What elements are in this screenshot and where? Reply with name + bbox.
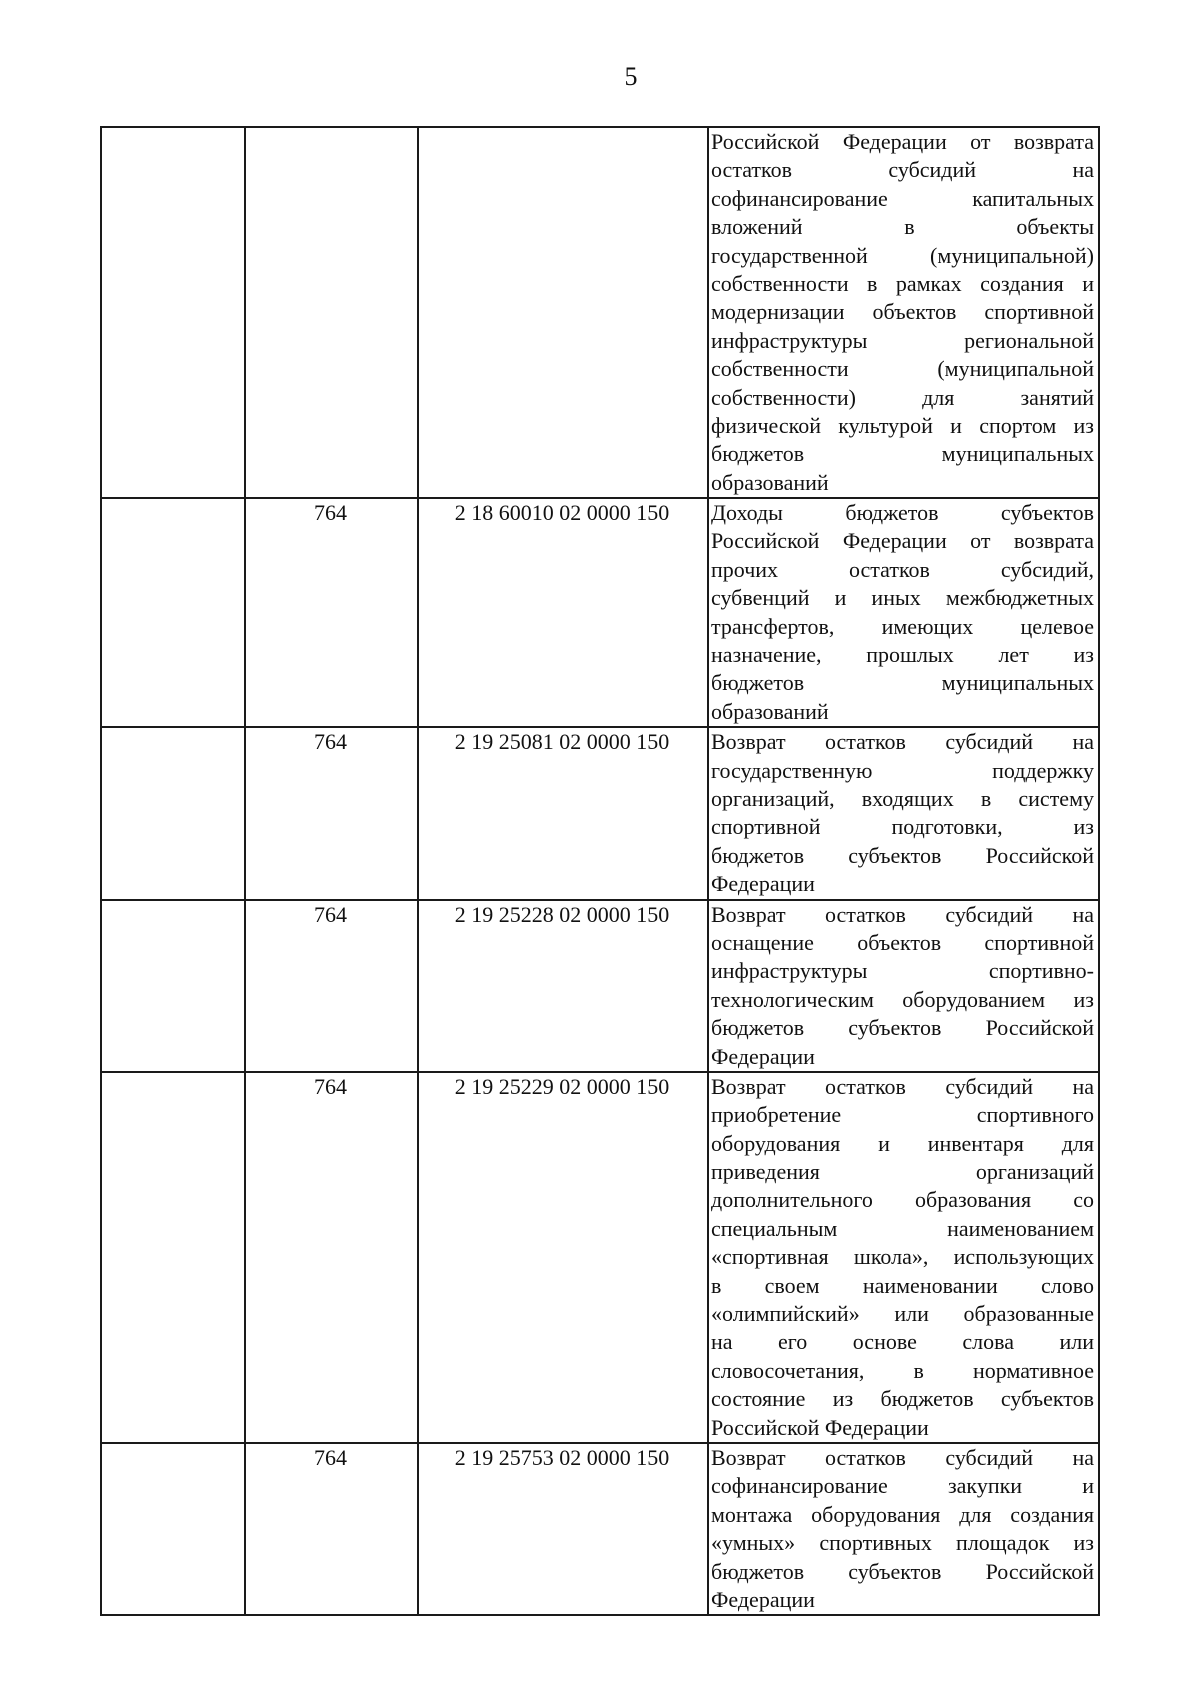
description-line: словосочетания, в нормативное <box>711 1357 1094 1383</box>
income-description-cell <box>708 1443 1099 1615</box>
budget-classification-code-cell: 2 19 25228 02 0000 150 <box>418 900 708 1072</box>
description-line: остатков субсидий на <box>711 157 1094 183</box>
administrator-code-cell: 764 <box>245 498 418 727</box>
description-line: Федерации <box>711 1043 815 1069</box>
budget-classification-code-cell: 2 19 25229 02 0000 150 <box>418 1072 708 1443</box>
description-line: собственности в рамках создания и <box>711 270 1094 296</box>
table-row <box>101 127 1099 498</box>
description-line: образований <box>711 469 829 495</box>
budget-codes-table <box>100 126 1100 1616</box>
empty-cell <box>101 498 245 727</box>
description-line: приведения организаций <box>711 1159 1094 1185</box>
empty-cell <box>101 727 245 899</box>
description-line: монтажа оборудования для создания <box>711 1501 1094 1527</box>
description-line: бюджетов муниципальных <box>711 670 1094 696</box>
description-line: в своем наименовании слово <box>711 1272 1094 1298</box>
administrator-code-cell: 764 <box>245 1072 418 1443</box>
description-line: «спортивная школа», использующих <box>711 1244 1094 1270</box>
description-line: оборудования и инвентаря для <box>711 1130 1094 1156</box>
income-description-cell <box>708 727 1099 899</box>
description-line: модернизации объектов спортивной <box>711 299 1094 325</box>
description-line: назначение, прошлых лет из <box>711 642 1094 668</box>
description-line: Доходы бюджетов субъектов <box>711 500 1094 526</box>
table-row <box>101 1443 1099 1615</box>
administrator-code-cell: 764 <box>245 900 418 1072</box>
description-line: технологическим оборудованием из <box>711 986 1094 1012</box>
description-line: специальным наименованием <box>711 1215 1094 1241</box>
description-line: спортивной подготовки, из <box>711 814 1094 840</box>
budget-classification-code-cell: 2 18 60010 02 0000 150 <box>418 498 708 727</box>
page-number: 5 <box>624 62 638 91</box>
description-line: субвенций и иных межбюджетных <box>711 585 1094 611</box>
description-line: софинансирование капитальных <box>711 185 1094 211</box>
description-line: Возврат остатков субсидий на <box>711 729 1094 755</box>
income-description-cell <box>708 498 1099 727</box>
income-description-cell <box>708 1072 1099 1443</box>
description-line: Российской Федерации от возврата <box>711 528 1094 554</box>
table-row <box>101 900 1099 1072</box>
description-line: государственной (муниципальной) <box>711 242 1094 268</box>
administrator-code-cell <box>245 127 418 498</box>
description-line: дополнительного образования со <box>711 1187 1094 1213</box>
description-line: бюджетов субъектов Российской <box>711 842 1094 868</box>
description-line: бюджетов муниципальных <box>711 441 1094 467</box>
description-line: софинансирование закупки и <box>711 1473 1094 1499</box>
description-line: вложений в объекты <box>711 214 1094 240</box>
description-line: «олимпийский» или образованные <box>711 1301 1094 1327</box>
budget-classification-code-cell: 2 19 25081 02 0000 150 <box>418 727 708 899</box>
description-line: Федерации <box>711 871 815 897</box>
description-line: трансфертов, имеющих целевое <box>711 613 1094 639</box>
description-line: Возврат остатков субсидий на <box>711 901 1094 927</box>
income-description-cell <box>708 127 1099 498</box>
description-line: Российской Федерации от возврата <box>711 129 1094 154</box>
table-row <box>101 498 1099 727</box>
description-line: собственности) для занятий <box>711 384 1094 410</box>
table-row <box>101 1072 1099 1443</box>
income-description-cell <box>708 900 1099 1072</box>
administrator-code-cell: 764 <box>245 1443 418 1615</box>
empty-cell <box>101 1072 245 1443</box>
table-row <box>101 727 1099 899</box>
empty-cell <box>101 127 245 498</box>
budget-classification-code-cell <box>418 127 708 498</box>
empty-cell <box>101 1443 245 1615</box>
description-line: Федерации <box>711 1586 815 1612</box>
description-line: организаций, входящих в систему <box>711 785 1094 811</box>
description-line: на его основе слова или <box>711 1329 1094 1355</box>
description-line: образований <box>711 698 829 724</box>
description-line: приобретение спортивного <box>711 1102 1094 1128</box>
budget-classification-code-cell: 2 19 25753 02 0000 150 <box>418 1443 708 1615</box>
description-line: государственную поддержку <box>711 757 1094 783</box>
description-line: оснащение объектов спортивной <box>711 929 1094 955</box>
description-line: Возврат остатков субсидий на <box>711 1444 1094 1470</box>
description-line: инфраструктуры спортивно- <box>711 958 1094 984</box>
description-line: Российской Федерации <box>711 1414 929 1440</box>
description-line: бюджетов субъектов Российской <box>711 1558 1094 1584</box>
administrator-code-cell: 764 <box>245 727 418 899</box>
description-line: собственности (муниципальной <box>711 356 1094 382</box>
description-line: «умных» спортивных площадок из <box>711 1530 1094 1556</box>
table-body <box>101 127 1099 1615</box>
description-line: Возврат остатков субсидий на <box>711 1073 1094 1099</box>
description-line: физической культурой и спортом из <box>711 412 1094 438</box>
description-line: прочих остатков субсидий, <box>711 556 1094 582</box>
description-line: состояние из бюджетов субъектов <box>711 1386 1094 1412</box>
description-line: бюджетов субъектов Российской <box>711 1015 1094 1041</box>
empty-cell <box>101 900 245 1072</box>
description-line: инфраструктуры региональной <box>711 327 1094 353</box>
